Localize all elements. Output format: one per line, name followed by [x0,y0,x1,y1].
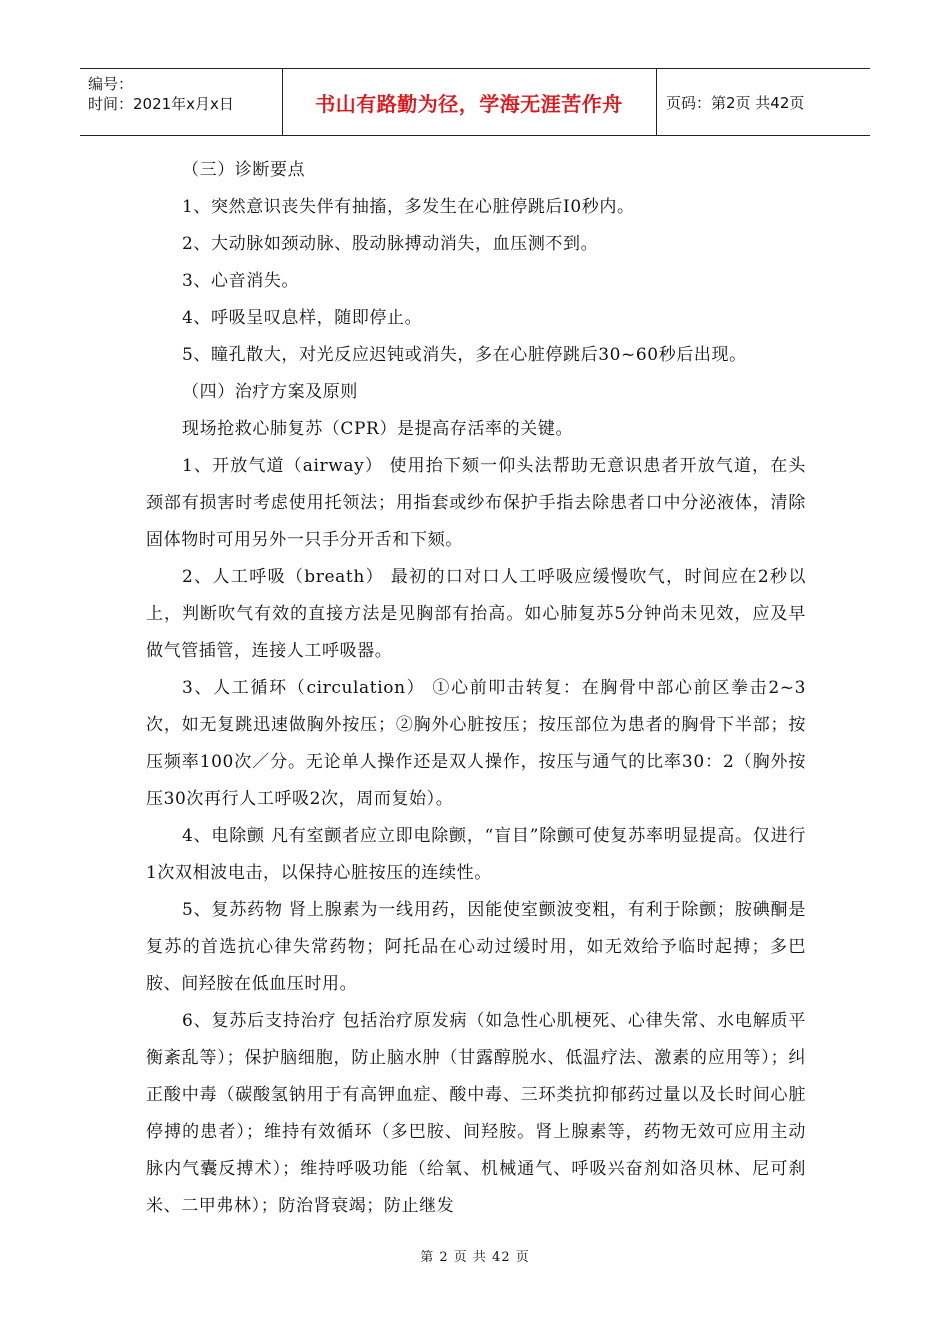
diagnosis-point-3: 3、心音消失。 [182,271,300,291]
treatment-circulation: 3、人工循环（circulation） ①心前叩击转复：在胸骨中部心前区拳击2~3次，如无复跳迅速做胸外按压；②胸外心脏按压；按压部位为患者的胸骨下半部；按压频率100次／分。无论单人操作还是双人操作，按压与通气的比率30：2（胸外按压30次再行人工呼吸2次，周而复始）。 [146,678,806,809]
section-heading-diagnosis: （三）诊断要点 [182,160,306,180]
header-motto: 书山有路勤为径，学海无涯苦作舟 [315,91,623,116]
page-footer: 第 2 页 共 42 页 [420,1250,530,1265]
document-time-label: 时间：2021年x月x日 [88,95,234,113]
document-number-label: 编号： [88,75,134,93]
diagnosis-point-2: 2、大动脉如颈动脉、股动脉搏动消失，血压测不到。 [182,234,599,254]
treatment-post-resuscitation: 6、复苏后支持治疗 包括治疗原发病（如急性心肌梗死、心律失常、水电解质平衡紊乱等）；保护脑细胞，防止脑水肿（甘露醇脱水、低温疗法、激素的应用等）；纠正酸中毒（碳酸氢钠用于有高钾血症、酸中毒、三环类抗抑郁药过量以及长时间心脏停搏的患者）；维持有效循环（多巴胺、间羟胺。肾上腺素等，药物无效可应用主动脉内气囊反搏术）；维持呼吸功能（给氧、机械通气、呼吸兴奋剂如洛贝林、尼可刹米、二甲弗林）；防治肾衰竭；防止继发 [146,1011,806,1216]
document-body [146,152,806,1225]
page-header [80,68,870,136]
header-motto-cell [282,69,657,135]
treatment-breath: 2、人工呼吸（breath） 最初的口对口人工呼吸应缓慢吹气，时间应在2秒以上，判断吹气有效的直接方法是见胸部有抬高。如心肺复苏5分钟尚未见效，应及早做气管插管，连接人工呼吸器。 [146,567,806,661]
header-page-info: 页码：第2页 共42页 [666,93,805,112]
treatment-airway: 1、开放气道（airway） 使用抬下颏一仰头法帮助无意识患者开放气道，在头颈部有损害时考虑使用托领法；用指套或纱布保护手指去除患者口中分泌液体，清除固体物时可用另外一只手分开舌和下颏。 [146,456,806,550]
treatment-drugs: 5、复苏药物 肾上腺素为一线用药，因能使室颤波变粗，有利于除颤；胺碘酮是复苏的首选抗心律失常药物；阿托品在心动过缓时用，如无效给予临时起搏；多巴胺、间羟胺在低血压时用。 [146,900,806,994]
diagnosis-point-1: 1、突然意识丧失伴有抽搐，多发生在心脏停跳后I0秒内。 [182,197,635,217]
treatment-defibrillation: 4、电除颤 凡有室颤者应立即电除颤，“盲目”除颤可使复苏率明显提高。仅进行1次双相波电击，以保持心脏按压的连续性。 [146,826,806,883]
section-heading-treatment: （四）治疗方案及原则 [182,382,358,402]
diagnosis-point-5: 5、瞳孔散大，对光反应迟钝或消失，多在心脏停跳后30~60秒后出现。 [182,345,747,365]
header-meta-cell [80,69,283,135]
treatment-intro: 现场抢救心肺复苏（CPR）是提高存活率的关键。 [182,419,574,439]
diagnosis-point-4: 4、呼吸呈叹息样，随即停止。 [182,308,423,328]
